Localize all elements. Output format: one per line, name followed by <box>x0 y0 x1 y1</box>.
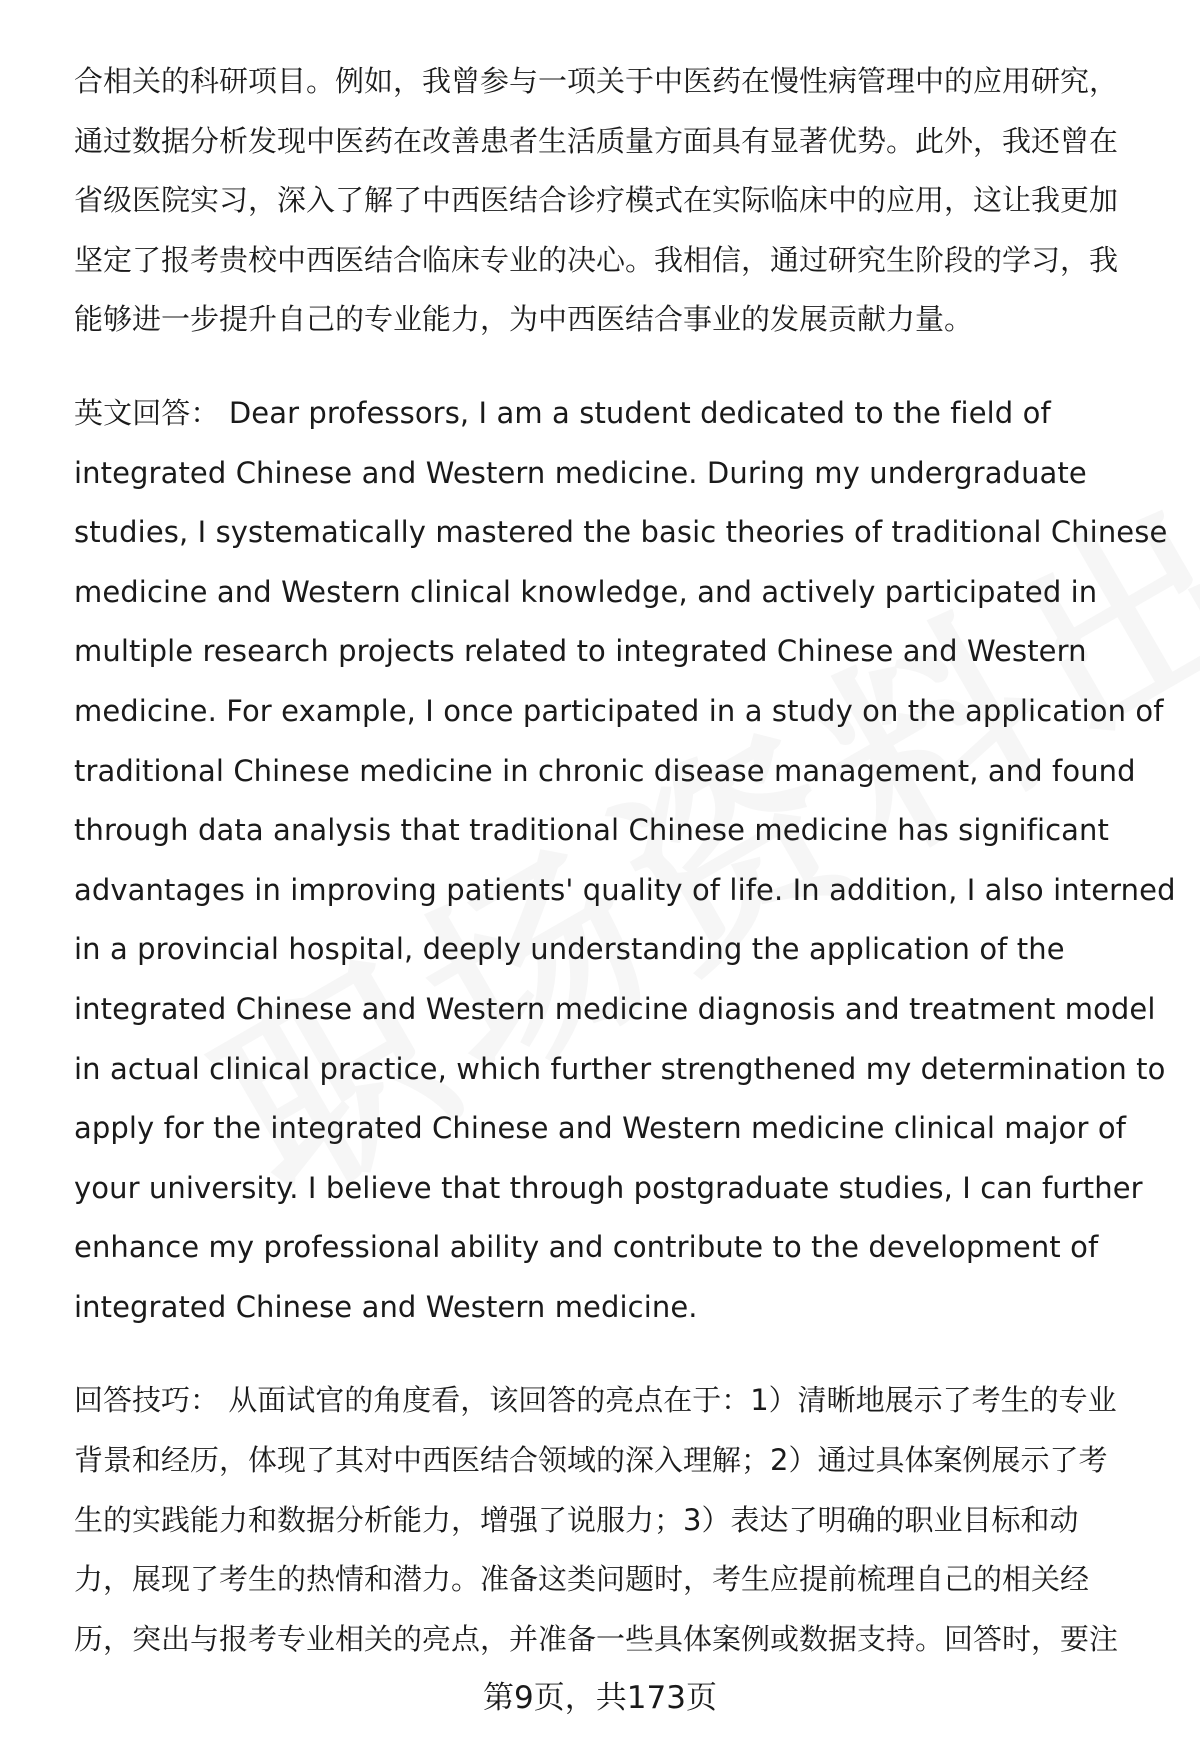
paragraph-english-answer <box>74 384 1176 1338</box>
text-line-rest: Dear professors, I am a student dedicated to the field of <box>219 395 1051 430</box>
text-line: enhance my professional ability and contribute to the development of <box>74 1230 1099 1265</box>
answer-tips-label: 回答技巧： <box>74 1383 220 1418</box>
text-line: multiple research projects related to integrated Chinese and Western <box>74 634 1087 669</box>
text-line: integrated Chinese and Western medicine. During my undergraduate <box>74 455 1087 490</box>
text-line: advantages in improving patients' quality of life. In addition, I also interned <box>74 872 1176 907</box>
text-line: integrated Chinese and Western medicine diagnosis and treatment model <box>74 991 1156 1026</box>
text-line: 通过数据分析发现中医药在改善患者生活质量方面具有显著优势。此外，我还曾在 <box>74 123 1119 158</box>
english-answer-label: 英文回答： <box>74 395 220 430</box>
document-body <box>74 52 1176 1669</box>
paragraph-spacer <box>74 1337 1154 1371</box>
text-line: studies, I systematically mastered the basic theories of traditional Chinese <box>74 515 1168 550</box>
text-line: apply for the integrated Chinese and Western medicine clinical major of <box>74 1111 1127 1146</box>
text-line: 省级医院实习，深入了解了中西医结合诊疗模式在实际临床中的应用，这让我更加 <box>74 183 1119 218</box>
text-line: in a provincial hospital, deeply understanding the application of the <box>74 932 1065 967</box>
text-line: medicine. For example, I once participated in a study on the application of <box>74 693 1164 728</box>
text-line: 背景和经历，体现了其对中西医结合领域的深入理解；2）通过具体案例展示了考 <box>74 1443 1108 1478</box>
text-line: in actual clinical practice, which further strengthened my determination to <box>74 1051 1166 1086</box>
text-line: traditional Chinese medicine in chronic disease management, and found <box>74 753 1136 788</box>
text-line: 生的实践能力和数据分析能力，增强了说服力；3）表达了明确的职业目标和动 <box>74 1502 1079 1537</box>
text-line: integrated Chinese and Western medicine. <box>74 1289 698 1324</box>
text-line-rest: 从面试官的角度看，该回答的亮点在于：1）清晰地展示了考生的专业 <box>219 1383 1117 1418</box>
text-line: your university. I believe that through postgraduate studies, I can further <box>74 1170 1143 1205</box>
text-line: 坚定了报考贵校中西医结合临床专业的决心。我相信，通过研究生阶段的学习，我 <box>74 242 1119 277</box>
text-line <box>74 1371 1154 1431</box>
page-number: 第9页，共173页 <box>483 1680 717 1716</box>
text-line: 能够进一步提升自己的专业能力，为中西医结合事业的发展贡献力量。 <box>74 302 974 337</box>
paragraph-spacer <box>74 350 1154 384</box>
paragraph-cn-top <box>74 52 1154 350</box>
text-line: 合相关的科研项目。例如，我曾参与一项关于中医药在慢性病管理中的应用研究， <box>74 64 1119 98</box>
text-line: medicine and Western clinical knowledge, and actively participated in <box>74 574 1098 609</box>
text-line: through data analysis that traditional Chinese medicine has significant <box>74 813 1109 848</box>
text-line: 历，突出与报考专业相关的亮点，并准备一些具体案例或数据支持。回答时，要注 <box>74 1621 1119 1656</box>
text-line: 力，展现了考生的热情和潜力。准备这类问题时，考生应提前梳理自己的相关经 <box>74 1562 1090 1597</box>
paragraph-answer-tips <box>74 1371 1154 1669</box>
text-line <box>74 384 1154 444</box>
